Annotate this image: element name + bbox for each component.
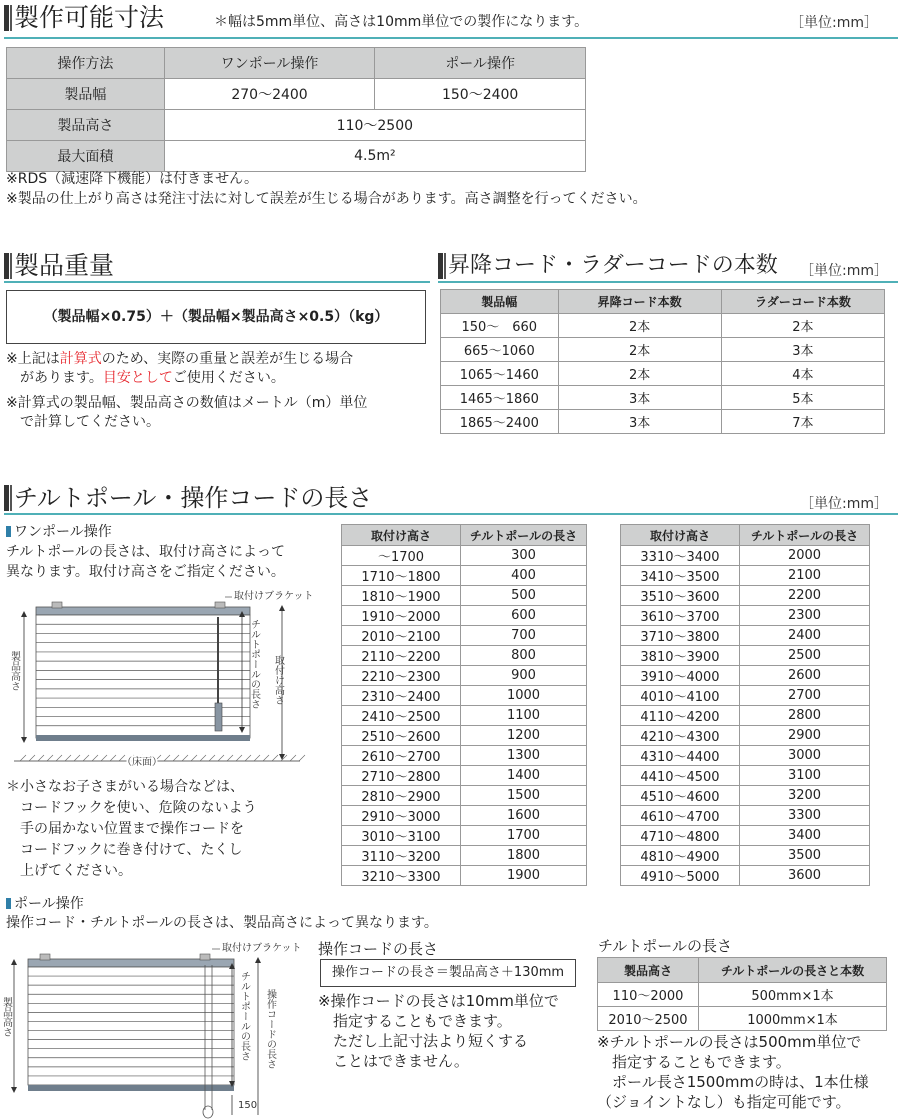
table-cell: 4510～4600 (621, 786, 740, 806)
tilt-pole-length-label: チルトポールの長さ (248, 619, 260, 709)
dimension-150-label: 150 (238, 1100, 258, 1111)
table-cell: 4.5m² (164, 141, 585, 172)
caution-line1: ＊小さなお子さまがいる場合などは、 (6, 779, 244, 795)
table-cell: 1065～1460 (441, 362, 559, 386)
section-rule (4, 281, 430, 283)
table-cell: 270～2400 (164, 79, 375, 110)
table-row (621, 726, 870, 746)
table-header: ポール操作 (375, 48, 586, 79)
section-title-dimensions: 製作可能寸法 (4, 3, 164, 33)
table-cell: 3410～3500 (621, 566, 740, 586)
table-cell: 4910～5000 (621, 866, 740, 886)
table-cell: 2本 (721, 314, 884, 338)
table-row (342, 606, 587, 626)
table-row (621, 866, 870, 886)
table-row (621, 826, 870, 846)
weight-note-line1: ※上記は計算式のため、実際の重量と誤差が生じる場合 (6, 351, 354, 367)
table-cell: 2210～2300 (342, 666, 461, 686)
table-cell: 4310～4400 (621, 746, 740, 766)
table-cell: 4810～4900 (621, 846, 740, 866)
unit-label: ［単位:mm］ (790, 15, 878, 31)
weight-note-line4: で計算してください。 (20, 414, 160, 430)
table-cell: 2710～2800 (342, 766, 461, 786)
table-row (621, 566, 870, 586)
table-cell: 4110～4200 (621, 706, 740, 726)
table-cell: 2810～2900 (342, 786, 461, 806)
table-cell: 4210～4300 (621, 726, 740, 746)
table-cell: 2600 (740, 666, 870, 686)
table-row (342, 566, 587, 586)
section-title-weight: 製品重量 (4, 251, 114, 281)
table-row (342, 706, 587, 726)
table-cell: 110～2000 (598, 983, 699, 1007)
table-cell: 3本 (721, 338, 884, 362)
table-cell: 3610～3700 (621, 606, 740, 626)
caution-line4: コードフックに巻き付けて、たくし (6, 842, 243, 858)
table-cell: 1810～1900 (342, 586, 461, 606)
bracket-label: 取付けブラケット (222, 943, 302, 954)
table-cell: 300 (461, 546, 587, 566)
table-cell: 7本 (721, 410, 884, 434)
table-cell: 3510～3600 (621, 586, 740, 606)
table-row (342, 626, 587, 646)
product-height-label: 製品高さ (0, 997, 12, 1037)
table-cell: 3200 (740, 786, 870, 806)
caution-line2: コードフックを使い、危険のないよう (6, 800, 257, 816)
table-row (342, 786, 587, 806)
row-header: 最大面積 (7, 141, 165, 172)
weight-note-line2: があります。目安としてご使用ください。 (20, 370, 285, 386)
section-rule (4, 513, 898, 515)
table-cell: 2800 (740, 706, 870, 726)
tilt-note-3: ポール長さ1500mmの時は、1本仕様 (597, 1073, 869, 1091)
table-row (342, 726, 587, 746)
table-cell: 1300 (461, 746, 587, 766)
table-cell: 2300 (740, 606, 870, 626)
table-cell: 1710～1800 (342, 566, 461, 586)
cord-note-1: ※操作コードの長さは10mm単位で (318, 992, 559, 1010)
table-cell: 3300 (740, 806, 870, 826)
table-cell: 2700 (740, 686, 870, 706)
table-cell: 4010～4100 (621, 686, 740, 706)
one-pole-heading: ワンポール操作 (6, 521, 112, 541)
unit-label: ［単位:mm］ (800, 496, 888, 512)
table-cell: 2110～2200 (342, 646, 461, 666)
table-header: 昇降コード本数 (558, 290, 721, 314)
table-row (342, 866, 587, 886)
table-cell: 3500 (740, 846, 870, 866)
floor-label: （床面） (122, 757, 162, 768)
cord-length-title: 操作コードの長さ (318, 940, 439, 958)
table-cell: 3100 (740, 766, 870, 786)
cord-count-table (440, 289, 885, 434)
table-cell: 700 (461, 626, 587, 646)
table-row (342, 826, 587, 846)
cord-note-4: ことはできません。 (318, 1052, 469, 1070)
one-pole-desc1: チルトポールの長さは、取付け高さによって (6, 544, 286, 560)
row-header: 製品幅 (7, 79, 165, 110)
table-cell: 4710～4800 (621, 826, 740, 846)
table-header: 操作方法 (7, 48, 165, 79)
table-cell: 1400 (461, 766, 587, 786)
one-pole-diagram (10, 585, 335, 775)
table-cell: 110～2500 (164, 110, 585, 141)
table-header: チルトポールの長さと本数 (699, 958, 887, 983)
pole-desc: 操作コード・チルトポールの長さは、製品高さによって異なります。 (6, 915, 438, 931)
table-cell: 1500 (461, 786, 587, 806)
table-header: チルトポールの長さ (740, 525, 870, 546)
table-cell: 2010～2100 (342, 626, 461, 646)
table-cell: 2100 (740, 566, 870, 586)
mount-height-label: 取付け高さ (272, 655, 284, 705)
table-cell: 3910～4000 (621, 666, 740, 686)
table-cell: 1865～2400 (441, 410, 559, 434)
tilt-length-title: チルトポールの長さ (598, 937, 732, 955)
section-title-cord-count: 昇降コード・ラダーコードの本数 (438, 251, 778, 281)
table-cell: 2400 (740, 626, 870, 646)
table-cell: 800 (461, 646, 587, 666)
table-cell: 3310～3400 (621, 546, 740, 566)
table-cell: 2310～2400 (342, 686, 461, 706)
table-header: 取付け高さ (621, 525, 740, 546)
table-cell: 1465～1860 (441, 386, 559, 410)
table-cell: ～1700 (342, 546, 461, 566)
table-cell: 3810～3900 (621, 646, 740, 666)
table-cell: 4610～4700 (621, 806, 740, 826)
table-row (621, 546, 870, 566)
product-height-label: 製品高さ (8, 651, 20, 691)
table-cell: 2010～2500 (598, 1007, 699, 1031)
table-cell: 600 (461, 606, 587, 626)
table-row (621, 626, 870, 646)
caution-line3: 手の届かない位置まで操作コードを (6, 821, 244, 837)
table-header: 製品高さ (598, 958, 699, 983)
tilt-pole-table-b (620, 524, 870, 886)
table-cell: 2610～2700 (342, 746, 461, 766)
table-cell: 3000 (740, 746, 870, 766)
bracket-label: 取付けブラケット (234, 591, 314, 602)
cord-length-label: 操作コードの長さ (264, 989, 276, 1069)
table-row (621, 786, 870, 806)
table-header: チルトポールの長さ (461, 525, 587, 546)
table-header: 製品幅 (441, 290, 559, 314)
pole-heading: ポール操作 (6, 893, 84, 913)
table-row (621, 806, 870, 826)
tilt-note-2: 指定することもできます。 (597, 1053, 791, 1071)
table-cell: 4本 (721, 362, 884, 386)
table-row (342, 646, 587, 666)
tilt-length-table (597, 957, 887, 1031)
table-cell: 3710～3800 (621, 626, 740, 646)
dimension-unit-note: ＊幅は5mm単位、高さは10mm単位での製作になります。 (214, 14, 589, 30)
dimensions-table (6, 47, 586, 172)
table-cell: 500mm×1本 (699, 983, 887, 1007)
table-cell: 4410～4500 (621, 766, 740, 786)
table-row (621, 586, 870, 606)
cord-note-3: ただし上記寸法より短くする (318, 1032, 529, 1050)
tilt-pole-table-a (341, 524, 587, 886)
table-row (621, 686, 870, 706)
table-header: ラダーコード本数 (721, 290, 884, 314)
table-cell: 3400 (740, 826, 870, 846)
row-header: 製品高さ (7, 110, 165, 141)
table-cell: 1910～2000 (342, 606, 461, 626)
table-row (342, 686, 587, 706)
section-rule (4, 37, 898, 39)
table-cell: 3本 (558, 386, 721, 410)
table-cell: 2910～3000 (342, 806, 461, 826)
table-cell: 1200 (461, 726, 587, 746)
pole-diagram (0, 935, 315, 1120)
table-cell: 150～ 660 (441, 314, 559, 338)
table-cell: 2本 (558, 362, 721, 386)
weight-note-line3: ※計算式の製品幅、製品高さの数値はメートル（m）単位 (6, 395, 368, 411)
unit-label: ［単位:mm］ (800, 263, 888, 279)
table-cell: 1600 (461, 806, 587, 826)
cord-note-2: 指定することもできます。 (318, 1012, 512, 1030)
table-cell: 2000 (740, 546, 870, 566)
table-cell: 500 (461, 586, 587, 606)
table-row (342, 586, 587, 606)
table-cell: 665～1060 (441, 338, 559, 362)
table-cell: 3010～3100 (342, 826, 461, 846)
section-rule (438, 281, 898, 283)
table-row (621, 746, 870, 766)
table-row (342, 766, 587, 786)
table-row (621, 706, 870, 726)
table-header: ワンポール操作 (164, 48, 375, 79)
table-cell: 3本 (558, 410, 721, 434)
table-cell: 1100 (461, 706, 587, 726)
table-row (621, 846, 870, 866)
table-row (621, 666, 870, 686)
table-cell: 1000mm×1本 (699, 1007, 887, 1031)
table-cell: 150～2400 (375, 79, 586, 110)
table-cell: 1900 (461, 866, 587, 886)
weight-formula: （製品幅×0.75）＋（製品幅×製品高さ×0.5）（kg） (6, 290, 426, 344)
table-cell: 2500 (740, 646, 870, 666)
table-cell: 400 (461, 566, 587, 586)
tilt-note-4: （ジョイントなし）も指定可能です。 (597, 1093, 851, 1111)
table-cell: 2本 (558, 338, 721, 362)
table-row (621, 766, 870, 786)
table-cell: 2200 (740, 586, 870, 606)
table-cell: 3210～3300 (342, 866, 461, 886)
rds-note: ※RDS（減速降下機能）は付きません。 (6, 171, 258, 187)
caution-line5: 上げてください。 (6, 863, 132, 879)
table-cell: 2900 (740, 726, 870, 746)
one-pole-desc2: 異なります。取付け高さをご指定ください。 (6, 564, 285, 580)
table-cell: 2本 (558, 314, 721, 338)
table-cell: 1700 (461, 826, 587, 846)
table-cell: 3600 (740, 866, 870, 886)
table-row (342, 746, 587, 766)
table-row (342, 806, 587, 826)
table-cell: 5本 (721, 386, 884, 410)
table-cell: 1800 (461, 846, 587, 866)
table-row (342, 846, 587, 866)
tilt-note-1: ※チルトポールの長さは500mm単位で (597, 1033, 862, 1051)
table-cell: 3110～3200 (342, 846, 461, 866)
table-row (621, 646, 870, 666)
table-cell: 900 (461, 666, 587, 686)
table-cell: 2410～2500 (342, 706, 461, 726)
table-row (621, 606, 870, 626)
height-error-note: ※製品の仕上がり高さは発注寸法に対して誤差が生じる場合があります。高さ調整を行ってください。 (6, 191, 647, 207)
table-header: 取付け高さ (342, 525, 461, 546)
table-row (342, 546, 587, 566)
table-cell: 1000 (461, 686, 587, 706)
table-row (342, 666, 587, 686)
tilt-pole-length-label: チルトポールの長さ (238, 971, 250, 1061)
cord-length-formula: 操作コードの長さ＝製品高さ＋130mm (320, 959, 576, 987)
section-title-tilt-pole: チルトポール・操作コードの長さ (4, 483, 372, 513)
table-cell: 2510～2600 (342, 726, 461, 746)
